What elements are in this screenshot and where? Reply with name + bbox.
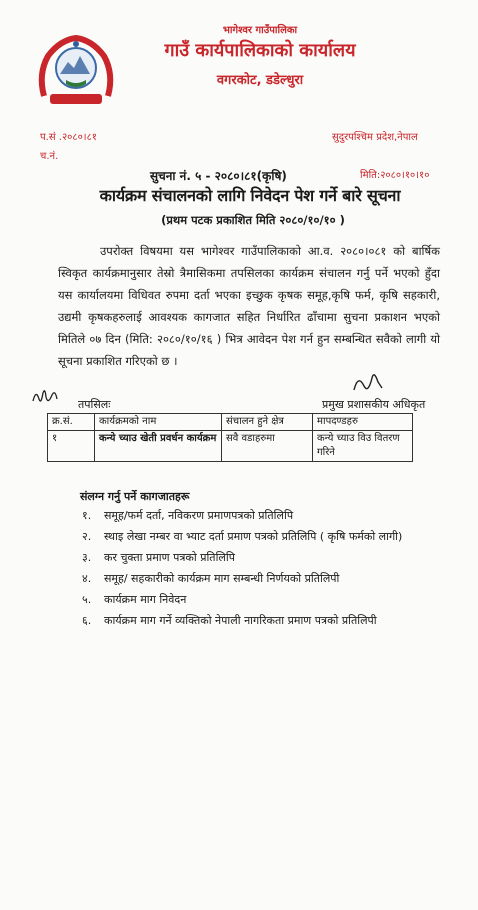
notice-title: कार्यक्रम संचालनको लागि निवेदन पेश गर्ने बारे सूचना	[99, 186, 401, 205]
officer-title: प्रमुख प्रशासकीय अधिकृत	[322, 398, 426, 411]
table-header-row	[48, 414, 413, 431]
table-row	[48, 431, 413, 462]
details-label: तपसिलः	[78, 398, 111, 411]
list-item: ६. कार्यक्रम माग गर्ने व्यक्तिको नेपाली नागरिकता प्रमाण पत्रको प्रतिलिपी	[82, 614, 377, 627]
table-cell: कन्ये च्याउ विउ वितरण गरिने	[313, 431, 413, 462]
notice-number: सुचना नं. ५ - २०८०।८१(कृषि)	[150, 169, 287, 183]
notice-date: मिति:२०८०।१०।१०	[360, 170, 430, 181]
enclosures-heading: संलग्न गर्नु पर्ने कागजातहरू	[80, 490, 190, 503]
province-label: सुदुरपश्चिम प्रदेश,नेपाल	[332, 132, 418, 143]
office-address: वगरकोट, डडेल्धुरा	[216, 73, 304, 88]
list-item: ५. कार्यक्रम माग निवेदन	[82, 593, 187, 606]
table-header-cell: मापदण्डहरु	[313, 414, 413, 431]
municipality-name: भागेश्वर गाउँपालिका	[222, 25, 298, 36]
notice-body: उपरोक्त विषयमा यस भागेश्वर गाउँपालिकाको आ.व. २०८०।०८१ को बार्षिक स्विकृत कार्यक्रमानुसार तेस्रो त्रैमासिकमा तपसिलका कार्यक्रम संचालन गर्नु पर्ने भएको हुँदा यस कार्यालयमा विधिवत रुपमा दर्ता भएका इच्छुक कृषक समूह,कृषि फर्म, कृषि सहकारी, उद्यमी कृषकहरुलाई आवश्यक कागजात सहित निर्धारित ढाँचामा सुचना प्रकाशन भएको मितिले ०७ दिन (मिति: २०८०/१०/१६ ) भित्र आवेदन पेश गर्न हुन सम्बन्धित सवैको लागी यो सूचना प्रकाशित गरिएको छ ।	[58, 244, 440, 368]
table-header-cell: क्र.सं.	[48, 414, 95, 431]
list-item: ३. कर चुक्ता प्रमाण पत्रको प्रतिलिपि	[82, 551, 235, 564]
dispatch-number: च.नं.	[40, 151, 59, 162]
office-name: गाउँ कार्यपालिकाको कार्यालय	[164, 40, 356, 61]
table-header-cell: संचालन हुने क्षेत्र	[222, 414, 313, 431]
list-item: २. स्थाइ लेखा नम्बर वा भ्याट दर्ता प्रमाण पत्रको प्रतिलिपि ( कृषि फर्मको लागी)	[82, 530, 403, 543]
table-cell: सवै वडाहरुमा	[222, 431, 313, 462]
enclosures-list	[82, 505, 402, 631]
signature-initials	[30, 385, 60, 409]
reference-number: प.सं .२०८०।८१	[40, 132, 97, 143]
table-cell: १	[48, 431, 95, 462]
nepal-emblem-icon	[30, 34, 122, 114]
notice-subtitle: (प्रथम पटक प्रकाशित मिति २०८०/१०/१० )	[161, 213, 345, 227]
list-item: ४. समूह/ सहकारीको कार्यक्रम माग सम्बन्धी निर्णयको प्रतिलिपी	[82, 572, 340, 585]
officer-signature	[348, 368, 388, 396]
list-item: १. समूह/फर्म दर्ता, नविकरण प्रमाणपत्रको प्रतिलिपि	[82, 509, 294, 522]
table-header-cell: कार्यक्रमको नाम	[95, 414, 222, 431]
program-table	[47, 413, 413, 462]
table-cell: कन्ये च्याउ खेती प्रवर्धन कार्यक्रम	[95, 431, 222, 462]
